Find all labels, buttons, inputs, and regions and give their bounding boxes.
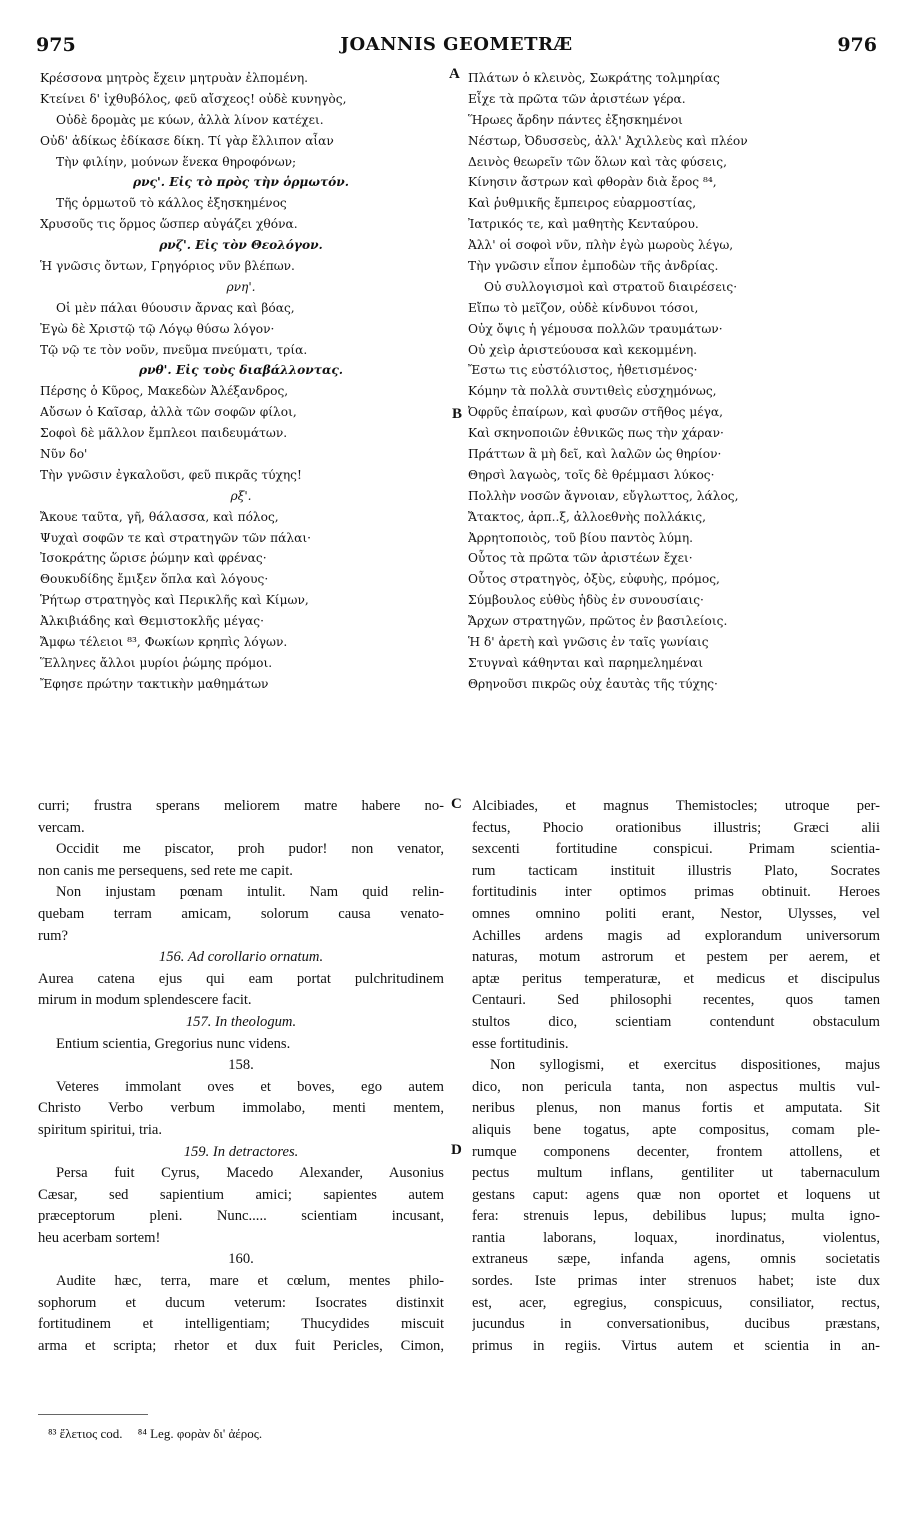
running-title: JOANNIS GEOMETRÆ (340, 34, 573, 55)
section-number: 160. (228, 1251, 254, 1268)
footnotes (48, 1426, 262, 1442)
footnote: ⁸⁴ Leg. φορὰν δι' ἀέρος. (137, 1426, 263, 1441)
latin-line: primus in regiis. Virtus autem et scientia in an- (472, 1337, 880, 1354)
latin-line: rumque componens decenter, frontem attollens, et (472, 1143, 880, 1160)
greek-line: Πλάτων ὁ κλεινὸς, Σωκράτης τολμηρίας (468, 71, 720, 85)
latin-line: mirum in modum splendescere facit. (38, 992, 252, 1009)
greek-line: Αὔσων ὁ Καῖσαρ, ἀλλὰ τῶν σοφῶν φίλοι, (40, 405, 297, 420)
latin-line: extraneus sæpe, infanda agens, omnis societatis (472, 1251, 880, 1268)
greek-line: Εἶχε τὰ πρῶτα τῶν ἀριστέων γέρα. (468, 91, 686, 106)
greek-line: Θουκυδίδης ἔμιξεν ὅπλα καὶ λόγους· (40, 572, 269, 587)
latin-line: Cæsar, sed sapientium amici; sapientes autem (38, 1186, 444, 1203)
latin-line: dico, non pericula tanta, non aspectus multis vul- (472, 1078, 880, 1095)
section-heading: 156. Ad corollario ornatum. (158, 949, 324, 966)
greek-line: Οὐδ' ἀδίκως ἐδίκασε δίκη. Τί γὰρ ἔλλιπον αἶαν (40, 133, 334, 148)
footnote: ⁸³ ἔλετιος cod. (48, 1426, 123, 1441)
latin-line: Achilles ardens magis ad explorandum universorum (472, 927, 880, 944)
greek-line: Οὗτος τὰ πρῶτα τῶν ἀριστέων ἔχει· (468, 551, 693, 566)
greek-line: Τὴν γνῶσιν ἐγκαλοῦσι, φεῦ πικρᾶς τύχης! (40, 467, 302, 482)
latin-column-left (38, 796, 444, 1357)
greek-line: Ἔφησε πρώτην τακτικὴν μαθημάτων (40, 676, 269, 691)
latin-line: stultos dico, scientiam contendunt obstaculum (472, 1013, 880, 1030)
greek-line: Ὀφρῦς ἐπαίρων, καὶ φυσῶν στῆθος μέγα, (468, 405, 723, 420)
greek-line: Δεινὸς θεωρεῖν τῶν ὅλων καὶ τὰς φύσεις, (468, 154, 727, 169)
greek-line: Ἡ γνῶσις ὄντων, Γρηγόριος νῦν βλέπων. (40, 259, 295, 274)
page-number-right: 976 (837, 34, 877, 56)
latin-line: rum tacticam instituit illustris Plato, Socrates (472, 862, 880, 879)
greek-line: Τῷ νῷ τε τὸν νοῦν, πνεῦμα πνεύματι, τρία. (40, 342, 308, 357)
margin-marker-a: A (449, 66, 460, 82)
latin-line: neribus plenus, non manus fortis et amputata. Sit (472, 1100, 880, 1117)
greek-line: Καὶ ῥυθμικῆς ἔμπειρος εὐαρμοστίας, (468, 196, 697, 211)
greek-line: Νέστωρ, Ὀδυσσεὺς, ἀλλ' Ἀχιλλεὺς καὶ πλέον (468, 133, 748, 148)
greek-line: Οὐ συλλογισμοὶ καὶ στρατοῦ διαιρέσεις· (484, 279, 738, 294)
greek-line: Τῆς ὁρμωτοῦ τὸ κάλλος ἐξησκημένος (56, 196, 287, 211)
greek-line: Ἰσοκράτης ὥρισε ῥώμην καὶ φρένας· (40, 551, 267, 566)
greek-line: Καὶ σκηνοποιῶν ἐθνικῶς πως τὴν χάραν· (468, 426, 724, 441)
latin-line: fortitudinis inter optimos primas obtinuit. Heroes (472, 884, 880, 901)
epigram-number: ρνη'. (226, 279, 256, 294)
greek-line: Τὴν γνῶσιν εἶπον ἐμποδὼν τῆς ἀνδρίας. (468, 259, 719, 274)
latin-line: rantia laborans, loquax, inordinatus, violentus, (472, 1229, 880, 1246)
greek-line: Ψυχαὶ σοφῶν τε καὶ στρατηγῶν τῶν πάλαι· (40, 530, 312, 545)
greek-line: Ἀλλ' οἱ σοφοὶ νῦν, πλὴν ἐγὼ μωροὺς λέγω, (468, 238, 734, 253)
latin-line: pectus multum inflans, gentiliter ut tabernaculum (472, 1165, 880, 1182)
latin-line: aptæ peritus temperaturæ, et medicus et discipulus (472, 970, 880, 987)
greek-line: Κόμην τὰ πολλὰ συντιθεὶς εὐσχημόνως, (468, 384, 717, 399)
latin-line: præceptorum pleni. Nunc..... scientiam incusant, (38, 1208, 444, 1225)
greek-line: Πέρσης ὁ Κῦρος, Μακεδὼν Ἀλέξανδρος, (40, 384, 289, 399)
latin-column-right (472, 796, 880, 1357)
latin-line: Persa fuit Cyrus, Macedo Alexander, Ausonius (56, 1165, 444, 1182)
greek-line: Ἄκουε ταῦτα, γῆ, θάλασσα, καὶ πόλος, (40, 509, 279, 524)
latin-line: sexcenti fortitudine conspicui. Primam scientia- (472, 841, 880, 858)
greek-line: Ἕλληνες ἄλλοι μυρίοι ῥώμης πρόμοι. (40, 655, 273, 670)
greek-line: Ἄρχων στρατηγῶν, πρῶτος ἐν βασιλείοις. (468, 614, 728, 629)
footnote-rule (38, 1414, 148, 1415)
latin-line: arma et scripta; rhetor et dux fuit Pericles, Cimon, (38, 1337, 444, 1354)
greek-line: Οὗτος στρατηγὸς, ὀξὺς, εὐφυὴς, πρόμος, (468, 572, 720, 587)
greek-line: Νῦν δο' (40, 447, 88, 462)
greek-line: Σοφοὶ δὲ μᾶλλον ἔμπλεοι παιδευμάτων. (40, 426, 288, 441)
greek-line: Ἀλκιβιάδης καὶ Θεμιστοκλῆς μέγας· (40, 614, 265, 629)
margin-marker-b: B (452, 406, 463, 422)
epigram-heading: ρνζ'. Εἰς τὸν Θεολόγον. (159, 238, 323, 253)
greek-line: Ἡ δ' ἀρετὴ καὶ γνῶσις ἐν ταῖς γωνίαις (468, 635, 709, 650)
greek-line: Πολλὴν νοσῶν ἄγνοιαν, εὔγλωττος, λάλος, (468, 488, 739, 503)
latin-line: omnes omnino politi erant, Nestor, Ulysses, vel (472, 905, 880, 922)
epigram-heading: ρνς'. Εἰς τὸ πρὸς τὴν ὁρμωτόν. (133, 175, 349, 190)
greek-line: Οὐχ ὄψις ἡ γέμουσα πολλῶν τραυμάτων· (468, 321, 723, 336)
latin-line: esse fortitudinis. (472, 1035, 569, 1052)
greek-line: Ἔστω τις εὐστόλιστος, ἠθετισμένος· (468, 363, 698, 378)
greek-column-left (40, 68, 442, 695)
latin-line: jucundus in conversationibus, ducibus præstans, (472, 1316, 880, 1333)
latin-line: Entium scientia, Gregorius nunc videns. (56, 1035, 291, 1052)
greek-line: Οἱ μὲν πάλαι θύουσιν ἄρνας καὶ βόας, (56, 300, 295, 315)
latin-line: fera: strenuis lepus, debilibus lupus; multa igno- (472, 1208, 880, 1225)
greek-line: Κρέσσονα μητρὸς ἔχειν μητρυὰν ἐλπομένη. (40, 71, 309, 85)
section-number: 158. (228, 1057, 254, 1074)
section-heading: 159. In detractores. (183, 1143, 299, 1160)
greek-line: Οὐδὲ δρομὰς με κύων, ἀλλὰ λίνον κατέχει. (56, 112, 324, 127)
greek-line: Πράττων ἃ μὴ δεῖ, καὶ λαλῶν ὡς θηρίον· (468, 447, 722, 462)
latin-line: curri; frustra sperans meliorem matre habere no- (38, 798, 444, 814)
greek-line: Εἴπω τὸ μεῖζον, οὐδὲ κίνδυνοι τόσοι, (468, 300, 699, 315)
greek-line: Τὴν φιλίην, μούνων ἕνεκα θηροφόνων; (56, 154, 297, 169)
page-number-left: 975 (36, 34, 76, 56)
latin-line: gestans caput: agens quæ non oportet et loquens ut (472, 1186, 880, 1203)
latin-line: fortitudinem et intelligentiam; Thucydides miscuit (38, 1316, 444, 1333)
greek-line: Χρυσοῦς τις ὅρμος ὥσπερ αὐγάζει χθόνα. (40, 217, 298, 232)
latin-line: Centauri. Sed philosophi recentes, quos tamen (472, 992, 880, 1009)
latin-line: Occidit me piscator, proh pudor! non venator, (56, 841, 444, 858)
greek-line: Ἰατρικός τε, καὶ μαθητὴς Κενταύρου. (468, 217, 699, 232)
greek-line: Ἄτακτος, ἁρπ..ξ, ἀλλοεθνὴς πολλάκις, (468, 509, 707, 524)
latin-line: sordes. Iste primas inter strenuos habet; iste dux (472, 1273, 880, 1290)
latin-line: Non syllogismi, et exercitus dispositiones, majus (490, 1057, 880, 1074)
latin-line: heu acerbam sortem! (38, 1229, 161, 1246)
greek-line: Ἄμφω τέλειοι ⁸³, Φωκίων κρηπὶς λόγων. (40, 635, 288, 650)
latin-line: fectus, Phocio orationibus illustris; Græci alii (472, 819, 880, 836)
greek-line: Οὐ χεὶρ ἀριστεύουσα καὶ κεκομμένη. (468, 342, 698, 357)
section-heading: 157. In theologum. (185, 1013, 297, 1030)
greek-line: Θηρσὶ λαγωὸς, τοῖς δὲ θρέμμασι λύκος· (468, 467, 715, 482)
greek-line: Ἐγὼ δὲ Χριστῷ τῷ Λόγῳ θύσω λόγον· (40, 321, 275, 336)
latin-line: Veteres immolant oves et boves, ego autem (56, 1078, 444, 1095)
greek-line: Κίνησιν ἄστρων καὶ φθορὰν διὰ ἔρος ⁸⁴, (468, 175, 717, 190)
latin-line: spiritum spiritui, tria. (38, 1121, 163, 1138)
latin-line: naturas, motum astrorum et pestem per aerem, et (472, 949, 880, 966)
latin-line: quebam terram amicam, solorum causa venato- (38, 905, 444, 922)
greek-column-right (468, 68, 880, 695)
greek-line: Κτείνει δ' ἰχθυβόλος, φεῦ αἴσχεος! οὐδὲ κυνηγὸς, (40, 91, 347, 106)
latin-line: Christo Verbo verbum immolabo, menti mentem, (38, 1100, 444, 1117)
latin-line: Non injustam pœnam intulit. Nam quid relin- (56, 884, 444, 901)
latin-line: non canis me persequens, sed rete me capit. (38, 862, 293, 879)
latin-line: vercam. (38, 819, 85, 836)
latin-line: Aurea catena ejus qui eam portat pulchritudinem (38, 970, 444, 987)
latin-line: Audite hæc, terra, mare et cœlum, mentes philo- (56, 1273, 444, 1290)
latin-line: Alcibiades, et magnus Themistocles; utroque per- (472, 798, 880, 814)
latin-line: rum? (38, 927, 68, 944)
greek-line: Ἀρρητοποιὸς, τοῦ βίου παντὸς λύμη. (468, 530, 694, 545)
greek-line: Θρηνοῦσι πικρῶς οὐχ ἑαυτὰς τῆς τύχης· (468, 676, 718, 691)
margin-marker-c: C (451, 796, 462, 812)
epigram-number: ρξ'. (230, 488, 252, 503)
greek-line: Ῥήτωρ στρατηγὸς καὶ Περικλῆς καὶ Κίμων, (40, 593, 309, 608)
margin-marker-d: D (451, 1142, 462, 1158)
epigram-heading: ρνθ'. Εἰς τοὺς διαβάλλοντας. (138, 363, 343, 378)
greek-line: Στυγναὶ κάθηνται καὶ παρημελημέναι (468, 655, 703, 670)
latin-line: sophorum et ducum veterum: Isocrates distinxit (38, 1294, 444, 1311)
latin-line: aliquis bene togatus, apte compositus, comam ple- (472, 1121, 880, 1138)
latin-line: est, acer, egregius, conspicuus, consiliator, rectus, (472, 1294, 880, 1311)
greek-line: Σύμβουλος εὐθὺς ἡδὺς ἐν συνουσίαις· (468, 593, 704, 608)
page-header (36, 34, 877, 58)
greek-line: Ἥρωες ἄρδην πάντες ἐξησκημένοι (468, 112, 683, 127)
